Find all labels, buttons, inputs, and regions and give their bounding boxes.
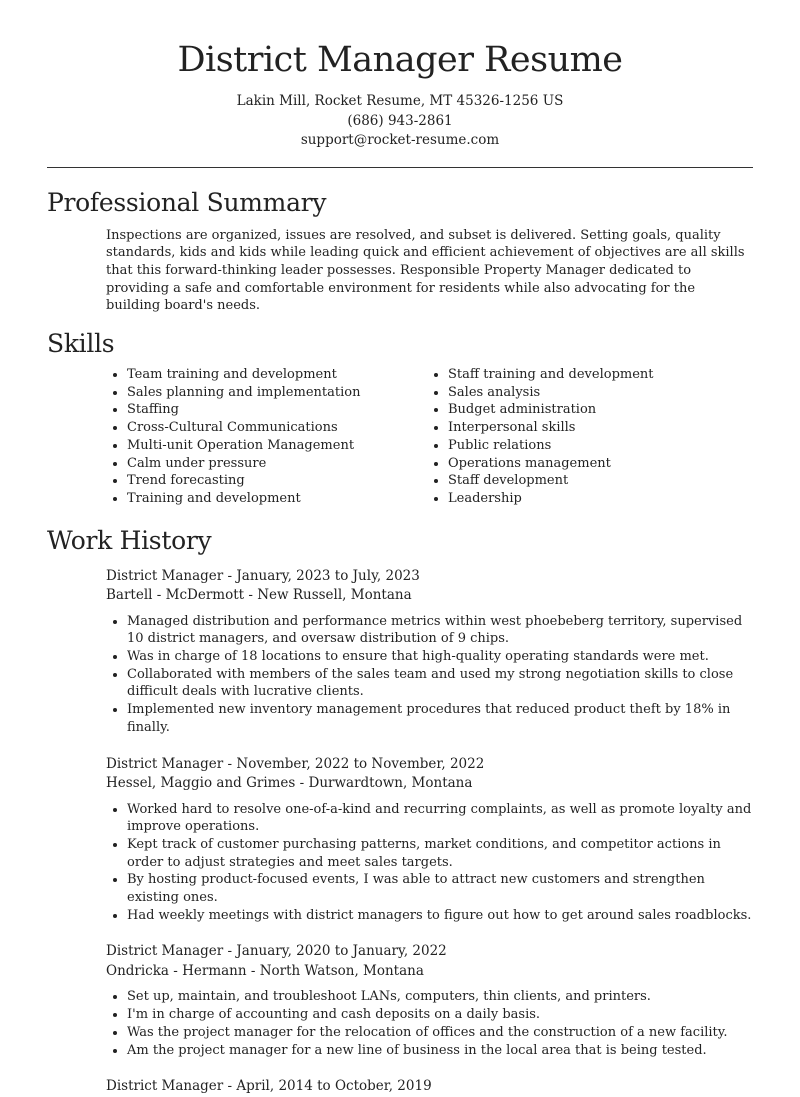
contact-phone: (686) 943-2861 (347, 112, 453, 129)
skill-item: • Sales planning and implementation (127, 384, 427, 402)
job-entry (106, 1077, 753, 1097)
work-history-heading: Work History (47, 525, 212, 555)
job-company: Ondricka - Hermann - North Watson, Montana (106, 962, 424, 979)
skill-item: • Calm under pressure (127, 455, 427, 473)
job-entry (106, 755, 753, 925)
job-bullet: • I'm in charge of accounting and cash deposits on a daily basis. (127, 1006, 753, 1024)
header-divider (47, 167, 753, 168)
summary-heading: Professional Summary (47, 187, 327, 217)
job-bullet: • Worked hard to resolve one-of-a-kind and recurring complaints, as well as promote loyalty and improve operations. (127, 801, 753, 836)
job-bullet: • Am the project manager for a new line of business in the local area that is being tested. (127, 1042, 753, 1060)
job-title: District Manager - November, 2022 to November, 2022 (106, 755, 485, 772)
skill-item: • Operations management (448, 455, 654, 473)
job-bullet: • By hosting product-focused events, I was able to attract new customers and strengthen existing ones. (127, 871, 753, 906)
skill-item: • Staff training and development (448, 366, 654, 384)
skill-item: • Staffing (127, 401, 427, 419)
skill-item: • Cross-Cultural Communications (127, 419, 427, 437)
skill-item: • Budget administration (448, 401, 654, 419)
skills-column-right (427, 366, 654, 508)
skills-column-left (106, 366, 427, 508)
skill-item: • Trend forecasting (127, 472, 427, 490)
resume-header (0, 0, 800, 151)
contact-address: Lakin Mill, Rocket Resume, MT 45326-1256 US (236, 93, 564, 109)
job-entry (106, 942, 753, 1059)
skill-item: • Leadership (448, 490, 654, 508)
job-entry (106, 567, 753, 737)
job-bullet: • Implemented new inventory management procedures that reduced product theft by 18% in finally. (127, 701, 753, 736)
skill-item: • Staff development (448, 472, 654, 490)
job-bullet: • Had weekly meetings with district managers to figure out how to get around sales roadblocks. (127, 907, 753, 925)
job-title: District Manager - January, 2023 to July, 2023 (106, 567, 420, 584)
skill-item: • Multi-unit Operation Management (127, 437, 427, 455)
job-bullet: • Was the project manager for the relocation of offices and the construction of a new facility. (127, 1024, 753, 1042)
job-bullets (106, 801, 753, 925)
job-bullet: • Set up, maintain, and troubleshoot LANs, computers, thin clients, and printers. (127, 988, 753, 1006)
skills-heading: Skills (47, 329, 115, 359)
resume-title: District Manager Resume (177, 40, 623, 80)
summary-text: Inspections are organized, issues are resolved, and subset is delivered. Setting goals, quality standards, kids and kids while leading quick and efficient achievement of objectives are all skills that this forward-thinking leader possesses. Responsible Property Manager dedicated to providing a safe and comfortable environment for residents while also advocating for the building board's needs. (106, 227, 745, 314)
job-company: Bartell - McDermott - New Russell, Montana (106, 587, 412, 604)
skill-item: • Sales analysis (448, 384, 654, 402)
job-title: District Manager - January, 2020 to January, 2022 (106, 943, 447, 960)
contact-email: support@rocket-resume.com (300, 132, 500, 148)
skill-item: • Training and development (127, 490, 427, 508)
job-bullet: • Collaborated with members of the sales team and used my strong negotiation skills to close difficult deals with lucrative clients. (127, 666, 753, 701)
skill-item: • Public relations (448, 437, 654, 455)
job-title: District Manager - April, 2014 to October, 2019 (106, 1078, 432, 1095)
job-bullets (106, 988, 753, 1059)
job-bullet: • Kept track of customer purchasing patterns, market conditions, and competitor actions in order to adjust strategies and meet sales targets. (127, 836, 753, 871)
skill-item: • Interpersonal skills (448, 419, 654, 437)
job-bullets (106, 613, 753, 737)
job-bullet: • Managed distribution and performance metrics within west phoebeberg territory, supervised 10 district managers, and oversaw distribution of 9 chips. (127, 613, 753, 648)
job-company: Hessel, Maggio and Grimes - Durwardtown, Montana (106, 775, 473, 792)
skills-list (106, 366, 753, 508)
job-bullet: • Was in charge of 18 locations to ensure that high-quality operating standards were met. (127, 648, 753, 666)
skill-item: • Team training and development (127, 366, 427, 384)
